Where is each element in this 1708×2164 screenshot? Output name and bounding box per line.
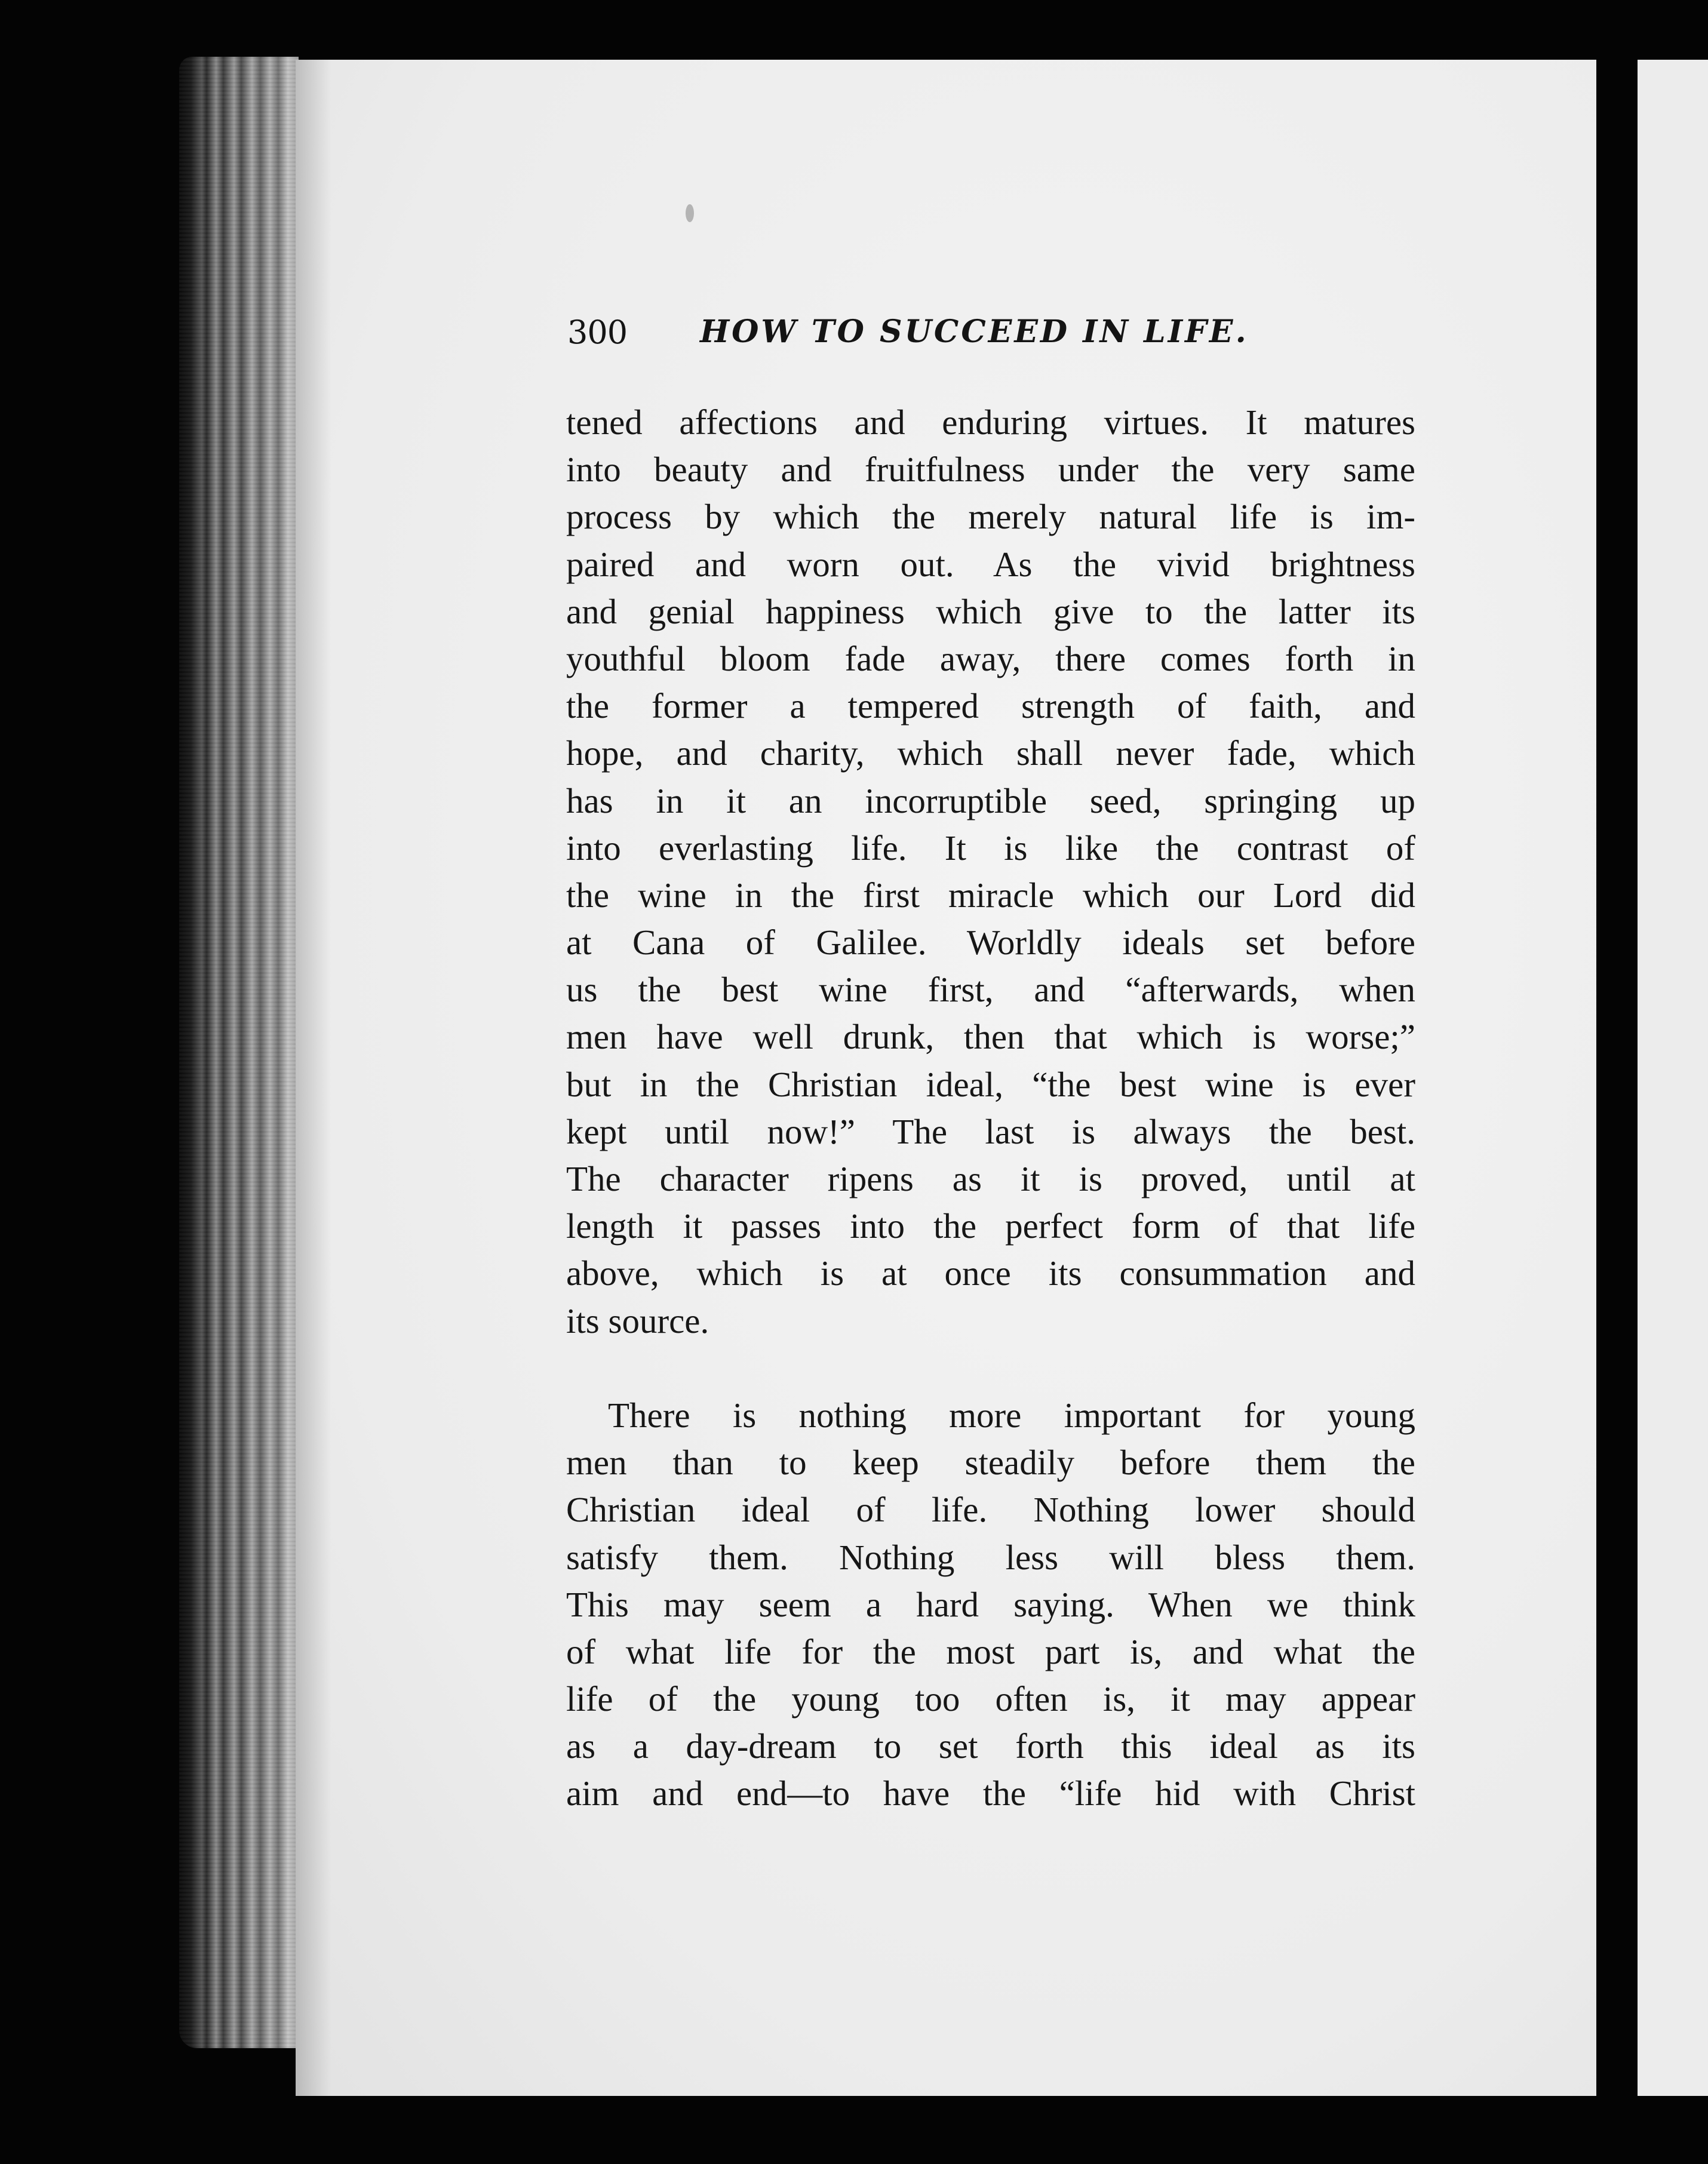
text-line: and genial happiness which give to the latter its (566, 591, 1415, 631)
text-line: into everlasting life. It is like the contrast of (566, 828, 1415, 868)
text-line: kept until now!” The last is always the best. (566, 1111, 1415, 1151)
text-line: above, which is at once its consummation and (566, 1253, 1415, 1293)
text-line: of what life for the most part is, and what the (566, 1631, 1415, 1671)
text-line: hope, and charity, which shall never fade, which (566, 733, 1415, 773)
text-line: men have well drunk, then that which is worse;” (566, 1017, 1415, 1057)
text-line: tened affections and enduring virtues. It matures (566, 402, 1415, 442)
paper-spot (686, 204, 694, 222)
running-title: HOW TO SUCCEED IN LIFE. (700, 313, 1249, 350)
text-line: satisfy them. Nothing less will bless them. (566, 1537, 1415, 1577)
text-line: aim and end—to have the “life hid with Christ (566, 1773, 1415, 1813)
running-header (567, 313, 1415, 361)
gutter-shadow (296, 60, 331, 2096)
text-line: but in the Christian ideal, “the best wine is ever (566, 1064, 1415, 1104)
text-line: at Cana of Galilee. Worldly ideals set before (566, 923, 1415, 963)
facing-page-edge (1638, 60, 1708, 2096)
text-line: has in it an incorruptible seed, springing up (566, 780, 1415, 820)
text-line: There is nothing more important for young (608, 1395, 1415, 1435)
text-line: paired and worn out. As the vivid brightness (566, 544, 1415, 584)
text-line: length it passes into the perfect form of that life (566, 1206, 1415, 1246)
paragraph (566, 1392, 1415, 1818)
text-line: This may seem a hard saying. When we think (566, 1584, 1415, 1624)
text-line: life of the young too often is, it may appear (566, 1679, 1415, 1719)
text-line: youthful bloom fade away, there comes forth in (566, 638, 1415, 678)
page-number: 300 (567, 313, 628, 351)
body-text (566, 399, 1415, 1818)
text-line: the former a tempered strength of faith, and (566, 686, 1415, 726)
text-line: us the best wine first, and “afterwards, when (566, 970, 1415, 1010)
paragraph (566, 399, 1415, 1345)
text-line: Christian ideal of life. Nothing lower should (566, 1490, 1415, 1530)
text-line: the wine in the first miracle which our Lord did (566, 875, 1415, 915)
text-line: its source. (566, 1301, 709, 1341)
text-line: into beauty and fruitfulness under the very same (566, 450, 1415, 490)
page-edges (179, 57, 299, 2048)
text-line: process by which the merely natural life is im- (566, 497, 1415, 537)
text-line: The character ripens as it is proved, until at (566, 1159, 1415, 1198)
text-line: as a day-dream to set forth this ideal as its (566, 1726, 1415, 1766)
text-line: men than to keep steadily before them the (566, 1443, 1415, 1483)
